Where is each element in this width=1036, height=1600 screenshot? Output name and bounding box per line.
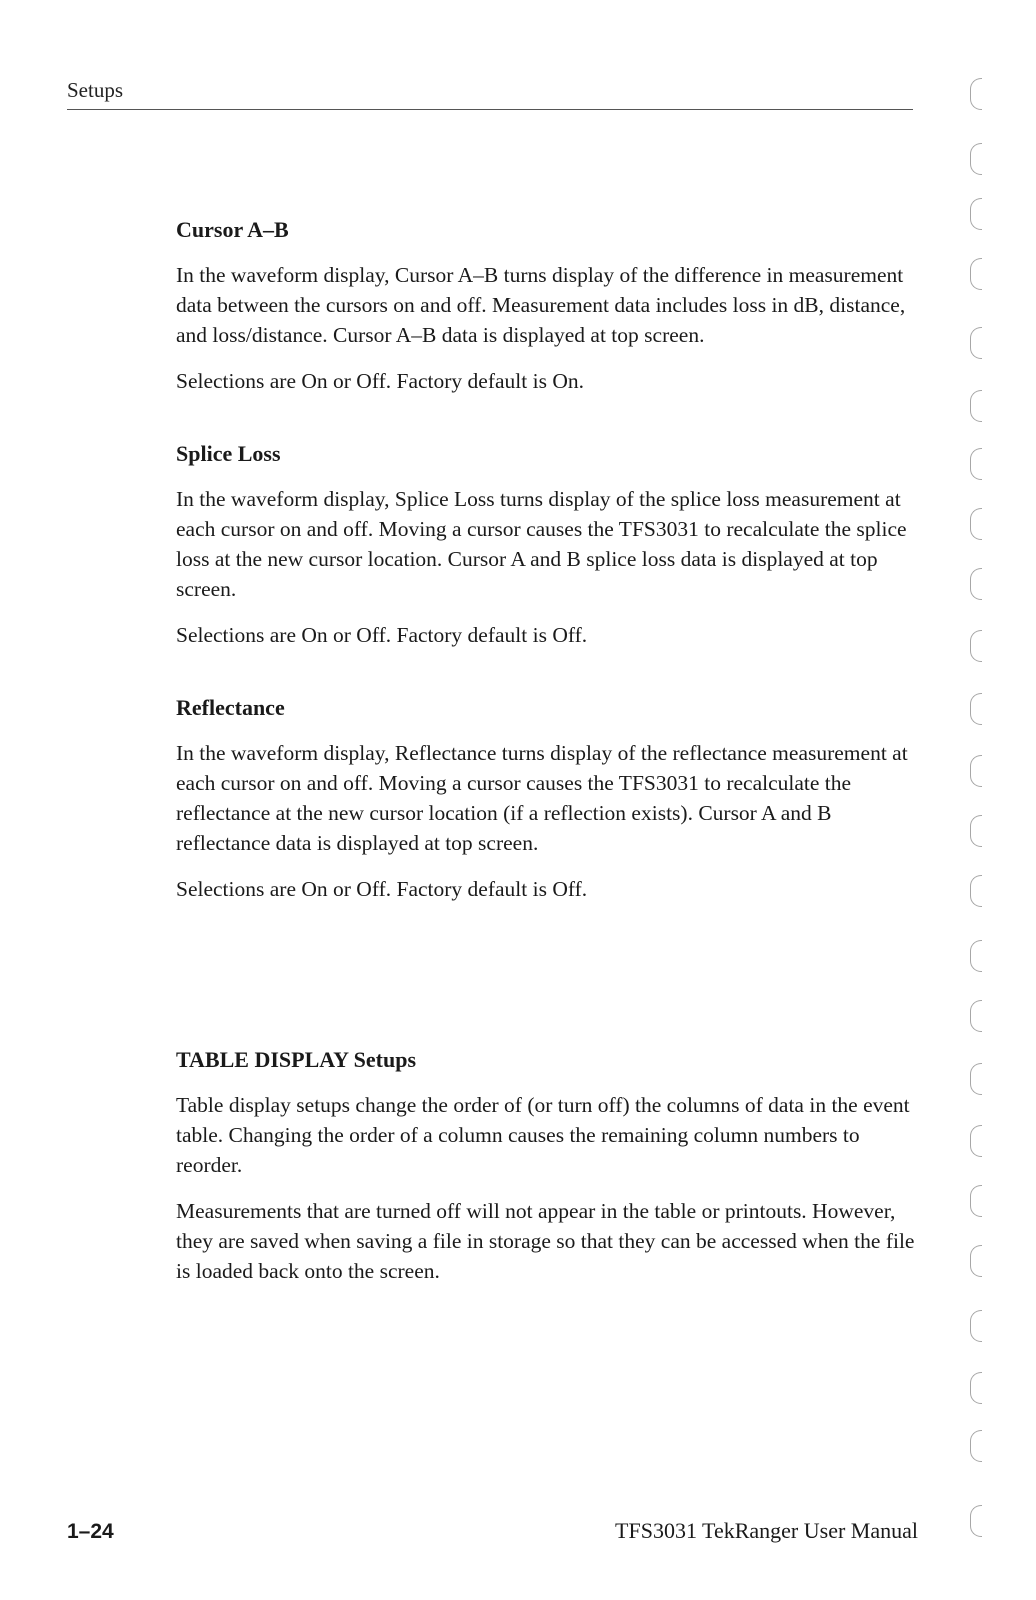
binder-hole-mark bbox=[970, 143, 982, 175]
binder-hole-mark bbox=[970, 508, 982, 540]
body-paragraph: Table display setups change the order of (or turn off) the columns of data in the event table. Changing the order of a column causes the remaining column numbers to reorder. bbox=[176, 1093, 910, 1177]
body-paragraph: In the waveform display, Cursor A–B turns display of the difference in measurement data between the cursors on and off. Measurement data includes loss in dB, distance, and loss/distance. Cursor A–B data is displayed at top screen. bbox=[176, 263, 906, 347]
binder-hole-mark bbox=[970, 1125, 982, 1157]
binder-hole-mark bbox=[970, 390, 982, 422]
body-paragraph: Measurements that are turned off will not appear in the table or printouts. However, they are saved when saving a file in storage so that they can be accessed when the file is loaded back onto the screen. bbox=[176, 1199, 915, 1283]
binder-hole-mark bbox=[970, 198, 982, 230]
binder-hole-mark bbox=[970, 875, 982, 907]
binder-hole-mark bbox=[970, 1000, 982, 1032]
binder-hole-mark bbox=[970, 1063, 982, 1095]
binder-hole-mark bbox=[970, 1245, 982, 1277]
body-paragraph: Selections are On or Off. Factory default is On. bbox=[176, 369, 584, 393]
section-reflectance bbox=[176, 694, 916, 904]
binder-hole-mark bbox=[970, 258, 982, 290]
binder-hole-mark bbox=[970, 568, 982, 600]
binder-hole-mark bbox=[970, 448, 982, 480]
binder-hole-mark bbox=[970, 755, 982, 787]
binder-hole-mark bbox=[970, 1310, 982, 1342]
body-paragraph: In the waveform display, Splice Loss turns display of the splice loss measurement at each cursor on and off. Moving a cursor causes the TFS3031 to recalculate the splice loss at the new cursor location. Cursor A and B splice loss data is displayed at top screen. bbox=[176, 487, 907, 601]
footer-manual-title: TFS3031 TekRanger User Manual bbox=[615, 1518, 918, 1543]
section-title: Reflectance bbox=[176, 695, 285, 720]
binder-hole-mark bbox=[970, 1430, 982, 1462]
binder-hole-mark bbox=[970, 78, 982, 110]
binder-hole-mark bbox=[970, 940, 982, 972]
section-title: TABLE DISPLAY Setups bbox=[176, 1047, 417, 1072]
binder-hole-mark bbox=[970, 327, 982, 359]
section-splice-loss bbox=[176, 440, 916, 650]
section-title: Splice Loss bbox=[176, 441, 281, 466]
binder-hole-mark bbox=[970, 630, 982, 662]
binder-hole-mark bbox=[970, 1505, 982, 1537]
binder-hole-mark bbox=[970, 815, 982, 847]
binder-hole-mark bbox=[970, 1185, 982, 1217]
body-paragraph: Selections are On or Off. Factory default is Off. bbox=[176, 877, 588, 901]
header-rule bbox=[67, 109, 913, 110]
binder-hole-mark bbox=[970, 1372, 982, 1404]
body-paragraph: Selections are On or Off. Factory default is Off. bbox=[176, 623, 588, 647]
section-title: Cursor A–B bbox=[176, 217, 289, 242]
binder-hole-mark bbox=[970, 693, 982, 725]
section-cursor-a-b bbox=[176, 216, 916, 396]
body-paragraph: In the waveform display, Reflectance turns display of the reflectance measurement at each cursor on and off. Moving a cursor causes the TFS3031 to recalculate the reflectance at the new cursor location (if a reflection exists). Cursor A and B reflectance data is displayed at top screen. bbox=[176, 741, 908, 855]
page-content bbox=[176, 216, 916, 1302]
section-table-display-setups bbox=[176, 1046, 916, 1286]
page-number: 1–24 bbox=[67, 1520, 114, 1543]
running-head: Setups bbox=[67, 78, 124, 102]
